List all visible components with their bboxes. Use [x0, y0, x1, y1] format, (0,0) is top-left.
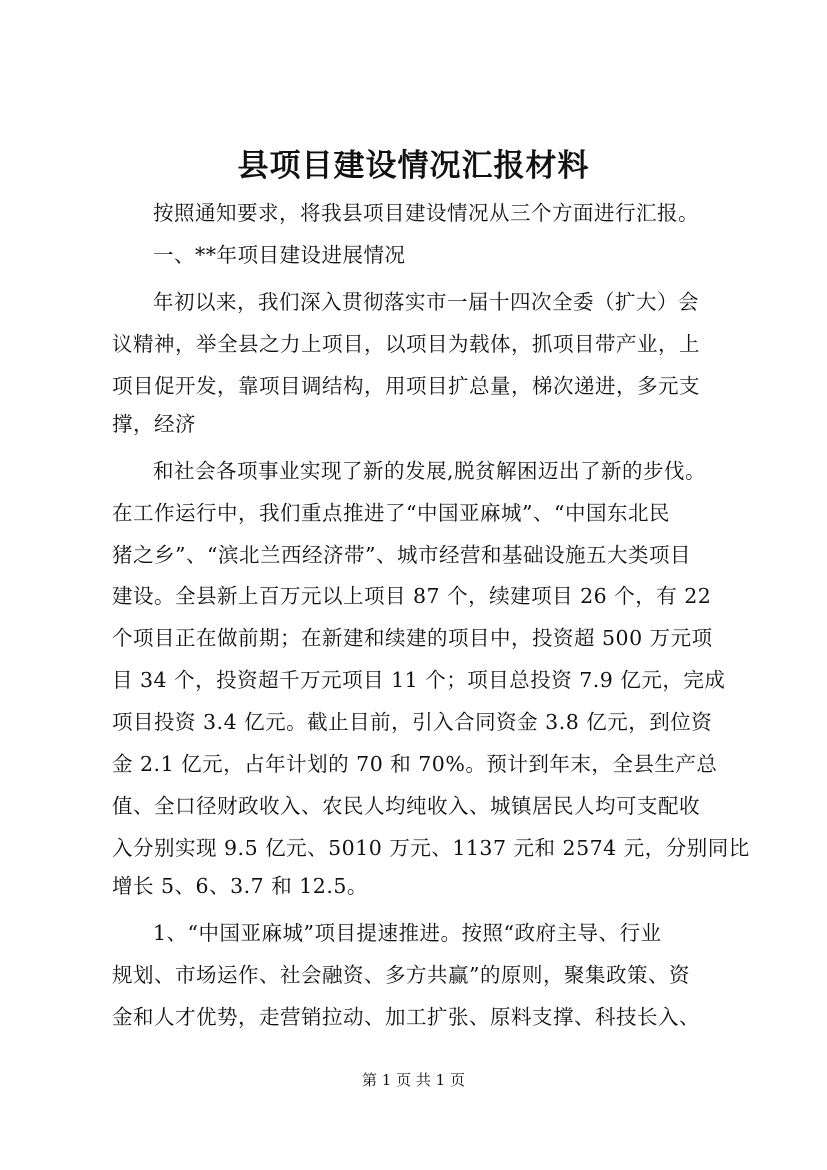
- section-heading: 一、**年项目建设进展情况: [153, 243, 406, 267]
- paragraph-line: 年初以来，我们深入贯彻落实市一届十四次全委（扩大）会: [153, 290, 699, 314]
- paragraph-line: 值、全口径财政收入、农民人均纯收入、城镇居民人均可支配收: [112, 794, 700, 818]
- paragraph-line: 在工作运行中，我们重点推进了“中国亚麻城”、“中国东北民: [112, 501, 670, 525]
- paragraph-line: 增长 5、6、3.7 和 12.5。: [112, 874, 368, 898]
- paragraph-line: 撑，经济: [112, 412, 196, 436]
- paragraph-line: 1、“中国亚麻城”项目提速推进。按照“政府主导、行业: [153, 921, 662, 945]
- page-footer: 第 1 页 共 1 页: [362, 1071, 465, 1089]
- paragraph-line: 规划、市场运作、社会融资、多方共赢”的原则，聚集政策、资: [112, 963, 690, 987]
- paragraph-line: 和社会各项事业实现了新的发展,脱贫解困迈出了新的步伐。: [153, 459, 707, 483]
- paragraph-line: 入分别实现 9.5 亿元、5010 万元、1137 元和 2574 元，分别同比: [112, 836, 750, 860]
- paragraph-line: 项目促开发，靠项目调结构，用项目扩总量，梯次递进，多元支: [112, 374, 700, 398]
- paragraph-line: 金 2.1 亿元，占年计划的 70 和 70%。预计到年末，全县生产总: [112, 752, 718, 776]
- paragraph-line: 议精神，举全县之力上项目，以项目为载体，抓项目带产业，上: [112, 332, 700, 356]
- paragraph-line: 按照通知要求，将我县项目建设情况从三个方面进行汇报。: [153, 201, 699, 225]
- paragraph-line: 项目投资 3.4 亿元。截止目前，引入合同资金 3.8 亿元，到位资: [112, 710, 713, 734]
- paragraph-line: 猪之乡”、“滨北兰西经济带”、城市经营和基础设施五大类项目: [112, 543, 691, 567]
- paragraph-line: 目 34 个，投资超千万元项目 11 个；项目总投资 7.9 亿元，完成: [112, 668, 726, 692]
- paragraph-line: 建设。全县新上百万元以上项目 87 个，续建项目 26 个，有 22: [112, 584, 712, 608]
- paragraph-line: 金和人才优势，走营销拉动、加工扩张、原料支撑、科技长入、: [112, 1005, 700, 1029]
- document-title: 县项目建设情况汇报材料: [237, 148, 590, 184]
- paragraph-line: 个项目正在做前期；在新建和续建的项目中，投资超 500 万元项: [112, 626, 713, 650]
